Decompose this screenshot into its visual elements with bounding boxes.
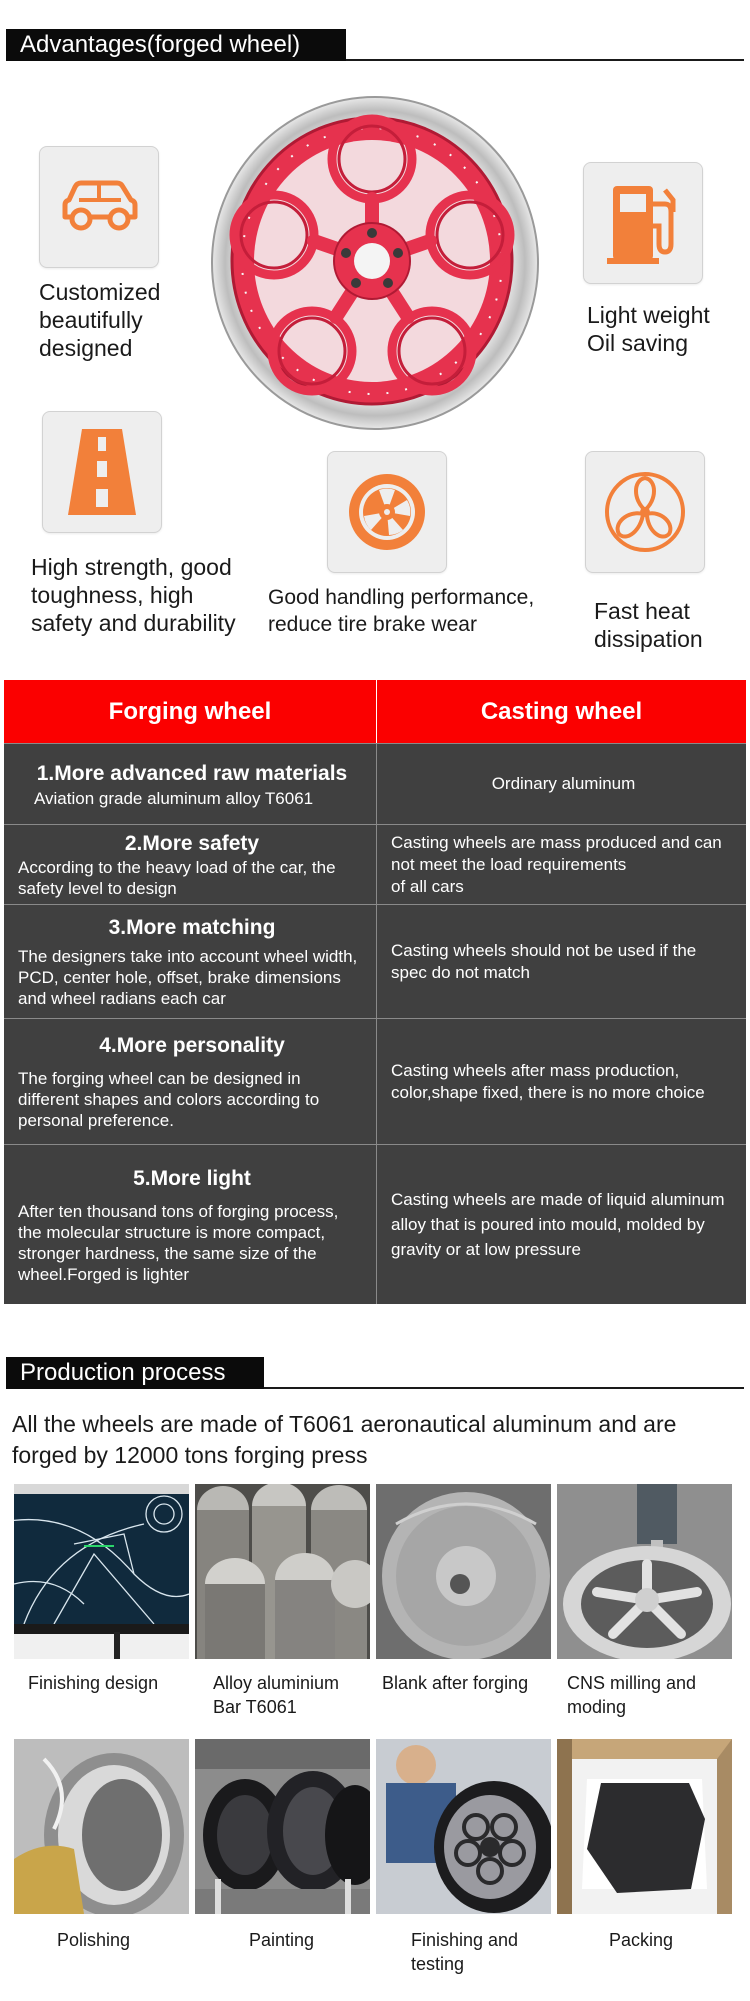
step-label: Blank after forging [382, 1673, 529, 1693]
step-label: Finishing design [28, 1673, 159, 1693]
casting-text: Ordinary aluminum [491, 774, 636, 793]
table-row [4, 1018, 746, 1144]
step-label: Alloy aluminium Bar T6061 [213, 1673, 340, 1717]
forging-text: According to the heavy load of the car, the safety level to design [18, 857, 336, 898]
wheel-icon [345, 470, 429, 554]
fuel-pump-icon [603, 180, 683, 266]
photo-alloy-bar [195, 1484, 370, 1659]
step-label: Finishing and testing [411, 1930, 519, 1974]
table-row [4, 1144, 746, 1304]
advantages-header [6, 29, 744, 61]
forged-wheel-image [208, 95, 542, 435]
step-label: Packing [609, 1930, 674, 1950]
advantage-label-heat: Fast heat dissipation [594, 598, 703, 652]
casting-text: Casting wheels after mass production, color,shape fixed, there is no more choice [391, 1060, 705, 1102]
casting-text: Casting wheels are made of liquid aluminum alloy that is poured into mould, molded by gravity or at low pressure [391, 1190, 725, 1259]
table-row [4, 904, 746, 1018]
table-header [4, 680, 746, 743]
step-label: CNS milling and moding [567, 1673, 697, 1717]
advantage-label-light-weight: Light weight Oil saving [587, 302, 710, 356]
forging-cell [4, 905, 377, 1018]
step-label: Painting [249, 1930, 315, 1950]
table-row [4, 824, 746, 904]
row-title: 3.More matching [108, 916, 276, 939]
row-title: 2.More safety [124, 831, 260, 855]
row-title: 4.More personality [99, 1034, 285, 1057]
photo-packing [557, 1739, 732, 1914]
photo-finishing-testing [376, 1739, 551, 1914]
forging-text: Aviation grade aluminum alloy T6061 [34, 788, 314, 808]
production-intro: All the wheels are made of T6061 aeronautical aluminum and are forged by 12000 tons forging press [12, 1411, 677, 1468]
photo-cnc-milling [557, 1484, 732, 1659]
forging-text: The forging wheel can be designed in different shapes and colors according to personal preference. [18, 1069, 320, 1130]
advantages-title: Advantages(forged wheel) [6, 29, 346, 61]
photo-blank-forging [376, 1484, 551, 1659]
casting-text: Casting wheels should not be used if the spec do not match [391, 940, 697, 982]
forging-text: The designers take into account wheel width, PCD, center hole, offset, brake dimensions and wheel radians each car [18, 947, 358, 1008]
header-forging: Forging wheel [4, 680, 377, 743]
fuel-icon-box [583, 162, 703, 284]
row-title: 1.More advanced raw materials [36, 761, 348, 785]
forging-text: After ten thousand tons of forging process, the molecular structure is more compact, stronger hardness, the same size of the wheel.Forged is lighter [18, 1201, 339, 1284]
production-title: Production process [6, 1357, 264, 1389]
production-header [6, 1357, 744, 1389]
car-icon-box [39, 146, 159, 268]
row-title: 5.More light [133, 1166, 251, 1190]
advantage-label-handling: Good handling performance, reduce tire brake wear [268, 586, 535, 636]
casting-text: Casting wheels are mass produced and can not meet the load requirements of all cars [391, 832, 722, 896]
forging-cell [4, 1019, 377, 1144]
road-icon [66, 427, 138, 517]
photo-polishing [14, 1739, 189, 1914]
advantage-label-customized: Customized beautifully designed [39, 279, 161, 361]
car-icon [51, 175, 147, 239]
road-icon-box [42, 411, 162, 533]
forging-cell [4, 1145, 377, 1304]
fan-icon [603, 470, 687, 554]
fan-icon-box [585, 451, 705, 573]
advantage-label-high-strength: High strength, good toughness, high safety and durability [31, 554, 236, 636]
photo-finishing-design [14, 1484, 189, 1659]
photo-painting [195, 1739, 370, 1914]
step-label: Polishing [57, 1930, 131, 1950]
wheel-icon-box [327, 451, 447, 573]
header-casting: Casting wheel [480, 697, 643, 725]
comparison-table [4, 680, 746, 1304]
forging-cell [4, 825, 377, 904]
table-row [4, 743, 746, 824]
forging-cell [4, 744, 377, 824]
